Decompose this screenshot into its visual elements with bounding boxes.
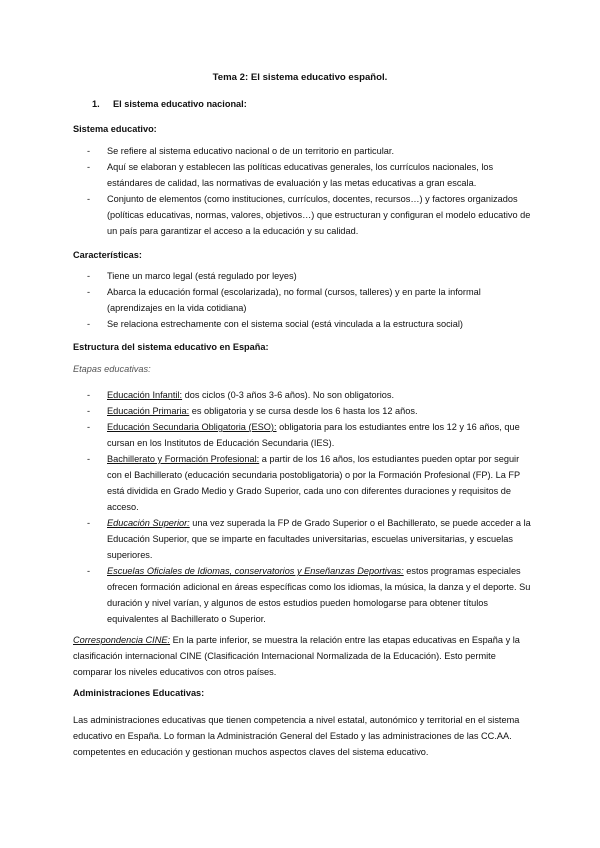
cine-term: Correspondencia CINE: bbox=[73, 635, 171, 645]
section-heading-1 bbox=[92, 99, 247, 109]
caracteristicas-heading: Características: bbox=[73, 250, 142, 260]
list-item: - Tiene un marco legal (está regulado por leyes) bbox=[87, 271, 297, 281]
list-item: - Educación Superior: una vez superada la FP de Grado Superior o el Bachillerato, se puede acceder a la Educación Superior, que se imparte en facultades universitarias, escuelas universitarias, y escuelas superiores. bbox=[87, 518, 531, 560]
cine-paragraph bbox=[73, 632, 533, 680]
list-item: - Educación Primaria: es obligatoria y se cursa desde los 6 hasta los 12 años. bbox=[87, 406, 418, 416]
cine-text: En la parte inferior, se muestra la relación entre las etapas educativas en España y la clasificación internacional CINE (Clasificación Internacional Normalizada de la Educación). Esto permite comparar los niveles educativos con otros países. bbox=[73, 635, 520, 677]
list-item: - Se refiere al sistema educativo nacional o de un territorio en particular. bbox=[87, 146, 395, 156]
sistema-heading: Sistema educativo: bbox=[73, 124, 157, 134]
document-title: Tema 2: El sistema educativo español. bbox=[212, 72, 388, 83]
sistema-list bbox=[73, 143, 533, 239]
list-item: - Abarca la educación formal (escolarizada), no formal (cursos, talleres) y en parte la informal (aprendizajes en la vida cotidiana) bbox=[87, 287, 481, 313]
etapas-subheading: Etapas educativas: bbox=[73, 364, 151, 374]
list-item: - Conjunto de elementos (como instituciones, currículos, docentes, recursos…) y factores organizados (políticas educativas, normas, valores, objetivos…) que estructuran y configuran el modelo educativo de un país para garantizar el acceso a la educación y su calidad. bbox=[87, 194, 531, 236]
list-item: - Educación Secundaria Obligatoria (ESO): obligatoria para los estudiantes entre los 12 y 16 años, que cursan en los Institutos de Educación Secundaria (IES). bbox=[87, 422, 520, 448]
list-item: - Aquí se elaboran y establecen las políticas educativas generales, los currículos nacionales, los estándares de calidad, las normativas de evaluación y las metas educativas a gran escala. bbox=[87, 162, 494, 188]
etapas-list bbox=[73, 387, 533, 627]
list-item: - Educación Infantil: dos ciclos (0-3 años 3-6 años). No son obligatorios. bbox=[87, 390, 395, 400]
administraciones-heading: Administraciones Educativas: bbox=[73, 688, 205, 698]
list-item: - Escuelas Oficiales de Idiomas, conservatorios y Enseñanzas Deportivas: estos programas especiales ofrecen formación adicional en áreas específicas como los idiomas, la música, la danza y el deporte. Su duración y nivel varían, y algunos de estos estudios pueden homologarse para obtener títulos equivalentes al Bachillerato o Superior. bbox=[87, 566, 531, 624]
section-label: El sistema educativo nacional: bbox=[113, 99, 247, 109]
estructura-heading: Estructura del sistema educativo en España: bbox=[73, 342, 269, 352]
list-item: - Bachillerato y Formación Profesional: a partir de los 16 años, los estudiantes pueden optar por seguir con el Bachillerato (educación secundaria postobligatoria) o por la Formación Profesional (FP). La FP está dividida en Grado Medio y Grado Superior, cada uno con diferentes duraciones y requisitos de acceso. bbox=[87, 454, 520, 512]
caracteristicas-list bbox=[73, 268, 533, 332]
list-item: - Se relaciona estrechamente con el sistema social (está vinculada a la estructura social) bbox=[87, 319, 463, 329]
administraciones-paragraph: Las administraciones educativas que tienen competencia a nivel estatal, autonómico y territorial en el sistema educativo en España. Lo forman la Administración General del Estado y las administraciones de las CC.AA. competentes en educación y gestionan muchos aspectos claves del sistema educativo. bbox=[73, 715, 520, 757]
section-number: 1. bbox=[92, 99, 100, 109]
